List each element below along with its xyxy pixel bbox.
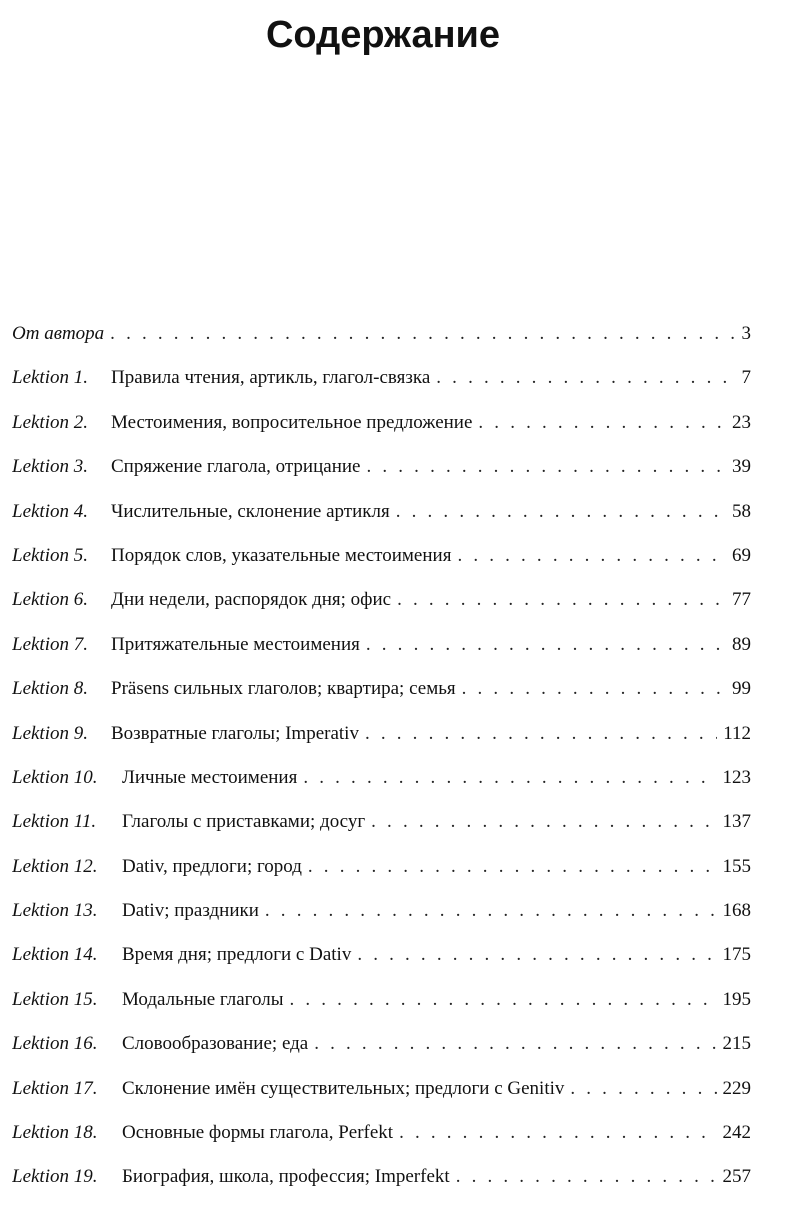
- toc-topic: Склонение имён существительных; предлоги с Genitiv: [122, 1077, 565, 1099]
- toc-dot-leader: [308, 851, 717, 883]
- toc-page-number: 39: [732, 456, 751, 478]
- toc-page-number: 242: [722, 1122, 751, 1144]
- toc-entry[interactable]: [12, 762, 751, 806]
- toc-topic: Правила чтения, артикль, глагол-связка: [111, 367, 431, 389]
- toc-page-number: 137: [722, 811, 751, 833]
- toc-page-number: 69: [732, 544, 751, 566]
- toc-entry[interactable]: [12, 806, 751, 850]
- toc-dot-leader: [110, 318, 735, 350]
- toc-page-number: 175: [722, 944, 751, 966]
- toc-entry[interactable]: [12, 1161, 751, 1205]
- toc-dot-leader: [396, 496, 726, 528]
- toc-entry[interactable]: [12, 939, 751, 983]
- toc-dot-leader: [399, 1117, 716, 1149]
- toc-dot-leader: [357, 939, 716, 971]
- table-of-contents: [12, 318, 751, 1206]
- toc-page-number: 215: [722, 1033, 751, 1055]
- toc-lesson-label: Lektion 5.: [12, 544, 88, 566]
- toc-dot-leader: [366, 451, 726, 483]
- toc-page-number: 99: [732, 678, 751, 700]
- toc-dot-leader: [462, 673, 726, 705]
- toc-topic: Глаголы с приставками; досуг: [122, 811, 366, 833]
- toc-lesson-label: Lektion 16.: [12, 1033, 98, 1055]
- toc-entry[interactable]: [12, 1073, 751, 1117]
- toc-topic: Спряжение глагола, отрицание: [111, 456, 361, 478]
- toc-page-number: 168: [722, 900, 751, 922]
- toc-topic: Местоимения, вопросительное предложение: [111, 411, 473, 433]
- toc-topic: Словообразование; еда: [122, 1033, 309, 1055]
- toc-topic: Основные формы глагола, Perfekt: [122, 1122, 394, 1144]
- toc-lesson-label: Lektion 12.: [12, 855, 98, 877]
- page-title: Содержание: [265, 14, 501, 56]
- toc-page-number: 123: [722, 766, 751, 788]
- toc-lesson-label: Lektion 14.: [12, 944, 98, 966]
- toc-page-number: 112: [723, 722, 751, 744]
- toc-topic: Время дня; предлоги с Dativ: [122, 944, 352, 966]
- toc-entry[interactable]: [12, 718, 751, 762]
- toc-lesson-label: Lektion 17.: [12, 1077, 98, 1099]
- toc-topic: Dativ; праздники: [122, 900, 259, 922]
- toc-topic: Биография, школа, профессия; Imperfekt: [122, 1166, 450, 1188]
- toc-topic: Личные местоимения: [122, 766, 298, 788]
- toc-entry[interactable]: [12, 407, 751, 451]
- toc-dot-leader: [314, 1028, 716, 1060]
- toc-page-number: 7: [741, 367, 751, 389]
- toc-page-number: 257: [722, 1166, 751, 1188]
- toc-page-number: 3: [741, 323, 751, 344]
- toc-dot-leader: [478, 407, 726, 439]
- toc-topic: Возвратные глаголы; Imperativ: [111, 722, 359, 744]
- toc-dot-leader: [366, 629, 726, 661]
- toc-entry[interactable]: [12, 496, 751, 540]
- toc-entry[interactable]: [12, 984, 751, 1028]
- toc-entry[interactable]: [12, 318, 751, 362]
- toc-entry[interactable]: [12, 540, 751, 584]
- toc-topic: Dativ, предлоги; город: [122, 855, 302, 877]
- toc-lesson-label: Lektion 7.: [12, 633, 88, 655]
- toc-dot-leader: [397, 584, 726, 616]
- toc-page-number: 58: [732, 500, 751, 522]
- toc-lesson-label: Lektion 3.: [12, 456, 88, 478]
- toc-entry[interactable]: [12, 895, 751, 939]
- toc-entry[interactable]: [12, 362, 751, 406]
- toc-lesson-label: Lektion 10.: [12, 766, 98, 788]
- toc-page-number: 77: [732, 589, 751, 611]
- toc-entry[interactable]: [12, 584, 751, 628]
- toc-lesson-label: Lektion 1.: [12, 367, 88, 389]
- toc-lesson-label: Lektion 8.: [12, 678, 88, 700]
- toc-topic: Числительные, склонение артикля: [111, 500, 390, 522]
- toc-page-number: 229: [722, 1077, 751, 1099]
- toc-lesson-label: Lektion 4.: [12, 500, 88, 522]
- toc-dot-leader: [570, 1073, 716, 1105]
- toc-lesson-label: Lektion 19.: [12, 1166, 98, 1188]
- toc-lesson-label: Lektion 15.: [12, 988, 98, 1010]
- toc-lesson-label: Lektion 11.: [12, 811, 97, 833]
- toc-entry[interactable]: [12, 629, 751, 673]
- toc-lesson-label: Lektion 13.: [12, 900, 98, 922]
- toc-dot-leader: [265, 895, 717, 927]
- toc-topic: Präsens сильных глаголов; квартира; семья: [111, 678, 456, 700]
- toc-lesson-label: Lektion 2.: [12, 411, 88, 433]
- toc-dot-leader: [289, 984, 716, 1016]
- toc-lesson-label: Lektion 6.: [12, 589, 88, 611]
- toc-topic: Притяжательные местоимения: [111, 633, 360, 655]
- toc-lesson-label: От автора: [12, 323, 105, 344]
- toc-topic: Модальные глаголы: [122, 988, 284, 1010]
- toc-dot-leader: [365, 718, 717, 750]
- toc-dot-leader: [436, 362, 735, 394]
- toc-entry[interactable]: [12, 451, 751, 495]
- toc-page-number: 195: [722, 988, 751, 1010]
- toc-topic: Порядок слов, указательные местоимения: [111, 544, 452, 566]
- toc-dot-leader: [303, 762, 716, 794]
- toc-lesson-label: Lektion 9.: [12, 722, 88, 744]
- toc-entry[interactable]: [12, 851, 751, 895]
- toc-entry[interactable]: [12, 1028, 751, 1072]
- toc-page-number: 89: [732, 633, 751, 655]
- toc-page-number: 23: [732, 411, 751, 433]
- toc-topic: Дни недели, распорядок дня; офис: [111, 589, 392, 611]
- toc-entry[interactable]: [12, 673, 751, 717]
- toc-dot-leader: [456, 1161, 717, 1193]
- toc-page-number: 155: [722, 855, 751, 877]
- toc-dot-leader: [371, 806, 716, 838]
- toc-entry[interactable]: [12, 1117, 751, 1161]
- toc-dot-leader: [457, 540, 726, 572]
- toc-lesson-label: Lektion 18.: [12, 1122, 98, 1144]
